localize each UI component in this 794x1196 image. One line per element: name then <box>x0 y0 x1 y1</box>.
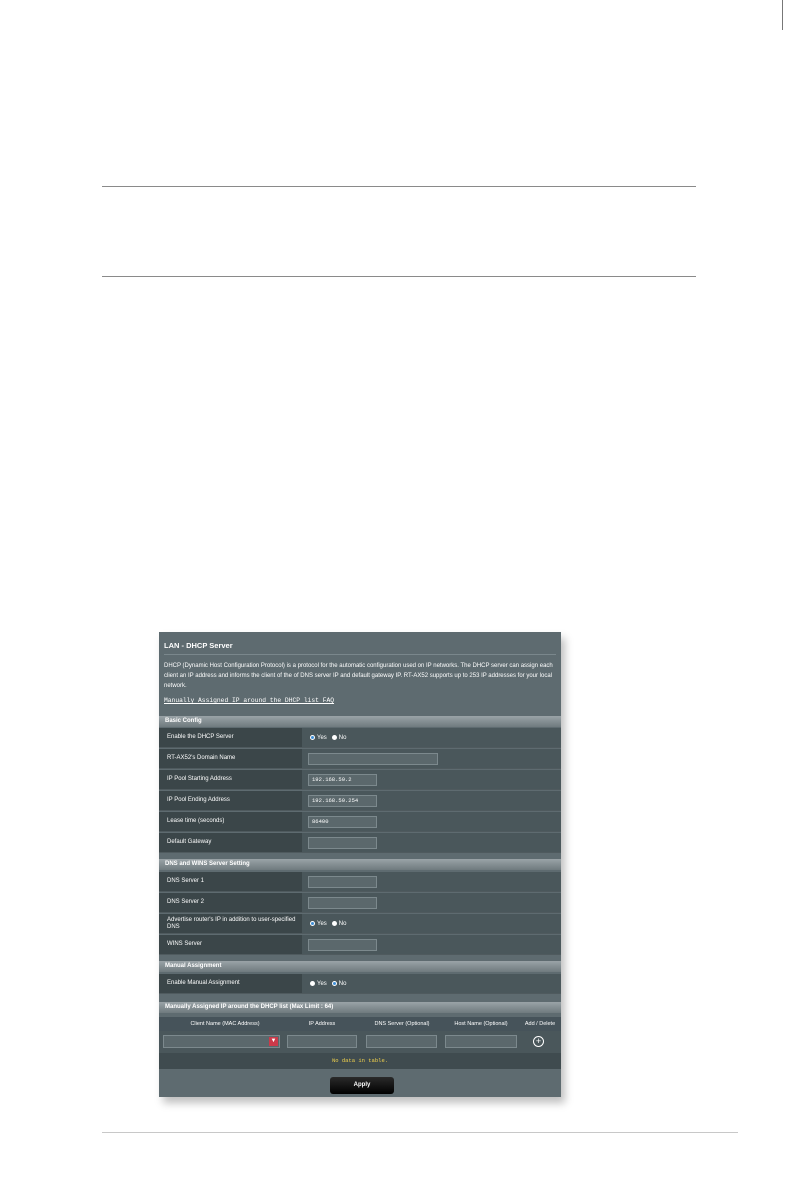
enable-dhcp-label: Enable the DHCP Server <box>159 728 302 747</box>
advertise-dns-no-radio[interactable] <box>332 921 337 926</box>
enable-manual-radio-group <box>310 974 351 993</box>
add-circle-icon[interactable]: + <box>533 1036 544 1047</box>
domain-name-input[interactable] <box>308 753 438 765</box>
pool-end-label: IP Pool Ending Address <box>159 791 302 810</box>
divider-footer <box>102 1132 738 1133</box>
pool-end-input[interactable]: 192.168.50.254 <box>308 795 377 807</box>
wins-label: WINS Server <box>159 935 302 954</box>
row-pool-start <box>159 770 561 790</box>
lease-time-input[interactable]: 86400 <box>308 816 377 828</box>
pool-start-input[interactable]: 192.168.50.2 <box>308 774 377 786</box>
faq-link[interactable]: Manually Assigned IP around the DHCP list FAQ <box>164 697 335 704</box>
enable-manual-no-label: No <box>338 980 347 987</box>
col-ip-address: IP Address <box>308 1021 336 1027</box>
advertise-dns-yes-radio[interactable] <box>310 921 315 926</box>
pool-start-label: IP Pool Starting Address <box>159 770 302 789</box>
lease-time-label: Lease time (seconds) <box>159 812 302 831</box>
wins-input[interactable] <box>308 939 377 951</box>
enable-dhcp-no-radio[interactable] <box>332 735 337 740</box>
page-title: LAN - DHCP Server <box>164 641 233 650</box>
ip-address-input[interactable] <box>287 1035 357 1048</box>
col-client-name: Client Name (MAC Address) <box>190 1021 260 1027</box>
enable-dhcp-radio-group <box>310 728 351 747</box>
enable-manual-label: Enable Manual Assignment <box>159 974 302 993</box>
row-default-gateway <box>159 833 561 853</box>
row-domain-name <box>159 749 561 769</box>
dns1-label: DNS Server 1 <box>159 872 302 891</box>
divider-middle <box>102 276 696 277</box>
client-name-select[interactable] <box>163 1035 280 1048</box>
page-description: DHCP (Dynamic Host Configuration Protocol) is a protocol for the automatic configuration used on IP networks. The DHCP server can assign each client an IP address and informs the client of the of DNS server IP and default gateway IP. RT-AX52 supports up to 253 IP addresses for your local network. <box>164 663 553 689</box>
enable-manual-yes-radio[interactable] <box>310 981 315 986</box>
default-gateway-label: Default Gateway <box>159 833 302 852</box>
col-add-delete: Add / Delete <box>524 1021 556 1027</box>
page-cut-line <box>782 0 783 30</box>
domain-name-label: RT-AX52's Domain Name <box>159 749 302 768</box>
enable-manual-no-radio[interactable] <box>332 981 337 986</box>
row-enable-manual <box>159 974 561 994</box>
row-advertise-dns <box>159 914 561 934</box>
col-dns-server: DNS Server (Optional) <box>374 1021 430 1027</box>
row-dns2 <box>159 893 561 913</box>
row-enable-dhcp <box>159 728 561 748</box>
section-assigned-list: Manually Assigned IP around the DHCP list (Max Limit : 64) <box>159 1002 561 1013</box>
default-gateway-input[interactable] <box>308 837 377 849</box>
section-basic-config: Basic Config <box>159 716 561 727</box>
assigned-list-header-row <box>159 1017 561 1031</box>
host-name-input[interactable] <box>445 1035 517 1048</box>
enable-dhcp-no-label: No <box>338 734 347 741</box>
advertise-dns-radio-group <box>310 914 351 933</box>
advertise-dns-yes-label: Yes <box>317 920 327 927</box>
empty-table-message: No data in table. <box>159 1053 561 1069</box>
advertise-dns-label: Advertise router's IP in addition to user-specified DNS <box>159 914 302 933</box>
section-manual-assignment: Manual Assignment <box>159 961 561 972</box>
assigned-list-input-row <box>159 1031 561 1053</box>
row-lease-time <box>159 812 561 832</box>
row-wins <box>159 935 561 955</box>
dns2-label: DNS Server 2 <box>159 893 302 912</box>
advertise-dns-no-label: No <box>338 920 347 927</box>
enable-dhcp-yes-label: Yes <box>317 734 327 741</box>
dhcp-server-screenshot <box>159 632 561 1097</box>
col-host-name: Host Name (Optional) <box>454 1021 508 1027</box>
title-divider <box>164 654 556 655</box>
dns2-input[interactable] <box>308 897 377 909</box>
dns1-input[interactable] <box>308 876 377 888</box>
section-dns-wins: DNS and WINS Server Setting <box>159 859 561 870</box>
dropdown-arrow-icon[interactable]: ▼ <box>270 1038 277 1044</box>
row-pool-end <box>159 791 561 811</box>
dns-server-input[interactable] <box>366 1035 437 1048</box>
divider-top <box>102 186 696 187</box>
apply-button[interactable]: Apply <box>330 1077 394 1094</box>
enable-dhcp-yes-radio[interactable] <box>310 735 315 740</box>
row-dns1 <box>159 872 561 892</box>
enable-manual-yes-label: Yes <box>317 980 327 987</box>
